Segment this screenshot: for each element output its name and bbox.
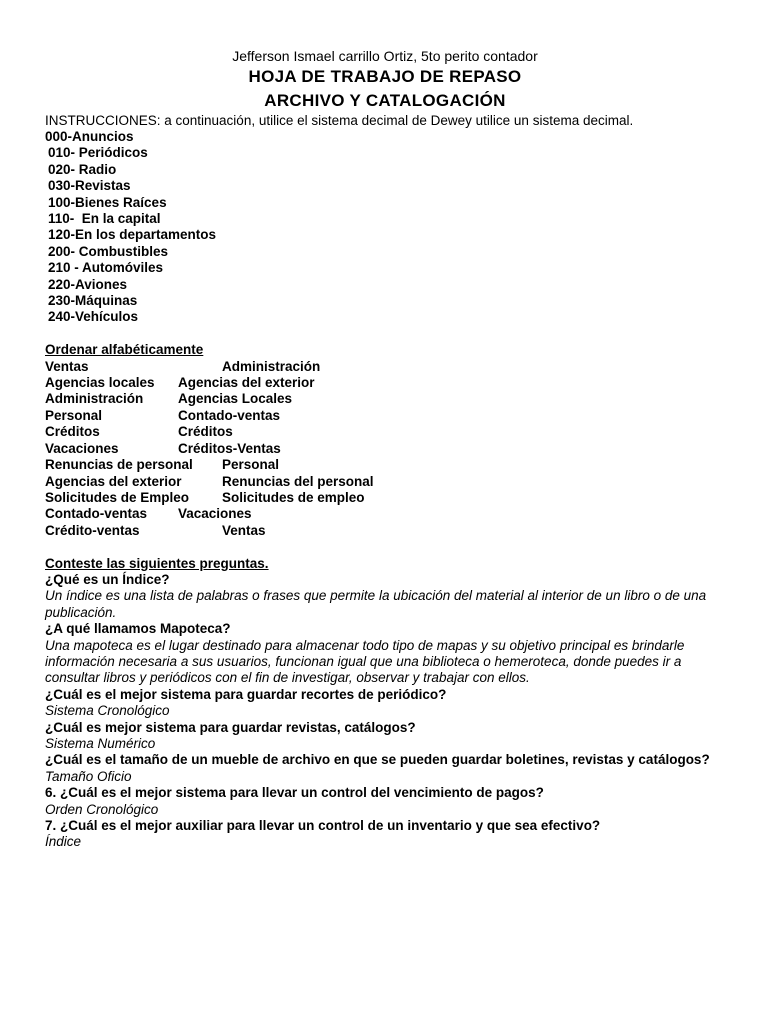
order-right-cell: Vacaciones [178, 506, 252, 522]
dewey-item: 220-Aviones [48, 276, 128, 292]
answer: Una mapoteca es el lugar destinado para almacenar todo tipo de mapas y su objetivo principal es brindarle información necesaria a sus usuarios, funcionan igual que una biblioteca o hemeroteca, donde puedes ir a consultar libros y periódicos con el fin de investigar, observar y trabajar con ellos. [45, 637, 685, 686]
answer: Un índice es una lista de palabras o frases que permite la ubicación del material al interior de un libro o de una publicación. [45, 588, 707, 620]
order-right-cell: Ventas [222, 522, 266, 538]
order-row [45, 441, 735, 457]
order-right-cell: Agencias del exterior [178, 375, 315, 391]
dewey-item: 240-Vehículos [48, 309, 139, 325]
order-right-cell: Créditos [178, 424, 233, 440]
order-row [45, 359, 735, 375]
order-row [45, 408, 735, 424]
order-row [45, 523, 735, 539]
author-line: Jefferson Ismael carrillo Ortiz, 5to perito contador [232, 48, 538, 64]
question: ¿Qué es un Índice? [45, 571, 170, 587]
dewey-item: 230-Máquinas [48, 293, 138, 309]
dewey-item: 210 - Automóviles [48, 260, 164, 276]
title-line-1: HOJA DE TRABAJO DE REPASO [248, 67, 522, 86]
question: ¿Cuál es el tamaño de un mueble de archivo en que se pueden guardar boletines, revistas y catálogos? [45, 752, 710, 768]
order-left-cell: Vacaciones [45, 440, 119, 456]
order-left-cell: Solicitudes de Empleo [45, 489, 190, 505]
question: 6. ¿Cuál es el mejor sistema para llevar un control del vencimiento de pagos? [45, 785, 544, 801]
order-row [45, 375, 735, 391]
title-line-2: ARCHIVO Y CATALOGACIÓN [264, 91, 506, 110]
order-right-cell: Administración [222, 358, 321, 374]
instructions: INSTRUCCIONES: a continuación, utilice el sistema decimal de Dewey utilice un sistema decimal. [45, 113, 634, 128]
order-left-cell: Renuncias de personal [45, 457, 193, 473]
order-left-cell: Ventas [45, 358, 89, 374]
order-left-cell: Agencias locales [45, 375, 155, 391]
dewey-item: 010- Periódicos [48, 145, 148, 161]
question: ¿Cuál es mejor sistema para guardar revistas, catálogos? [45, 719, 416, 735]
dewey-item: 110- En la capital [48, 211, 161, 227]
order-right-cell: Personal [222, 457, 280, 473]
order-left-cell: Personal [45, 407, 103, 423]
answer: Índice [45, 834, 82, 850]
order-right-cell: Solicitudes de empleo [222, 489, 365, 505]
answer: Orden Cronológico [45, 801, 159, 817]
order-left-cell: Agencias del exterior [45, 473, 182, 489]
questions-heading: Conteste las siguientes preguntas. [45, 555, 269, 571]
dewey-list [45, 129, 735, 326]
order-row [45, 391, 735, 407]
dewey-item: 030-Revistas [48, 178, 131, 194]
order-left-cell: Crédito-ventas [45, 522, 140, 538]
order-left-cell: Administración [45, 391, 144, 407]
order-row [45, 474, 735, 490]
question: 7. ¿Cuál es el mejor auxiliar para llevar un control de un inventario y que sea efectivo? [45, 818, 601, 834]
question: ¿A qué llamamos Mapoteca? [45, 621, 231, 637]
dewey-item: 020- Radio [48, 161, 117, 177]
answer: Tamaño Oficio [45, 768, 132, 784]
dewey-item: 100-Bienes Raíces [48, 194, 167, 210]
order-right-cell: Renuncias del personal [222, 473, 374, 489]
qa-list [45, 572, 735, 851]
order-row [45, 457, 735, 473]
order-row [45, 506, 735, 522]
question: ¿Cuál es el mejor sistema para guardar recortes de periódico? [45, 686, 447, 702]
order-left-cell: Contado-ventas [45, 506, 148, 522]
order-right-cell: Contado-ventas [178, 407, 281, 423]
order-row [45, 424, 735, 440]
order-right-cell: Agencias Locales [178, 391, 293, 407]
order-heading: Ordenar alfabéticamente [45, 342, 204, 358]
order-right-cell: Créditos-Ventas [178, 440, 281, 456]
dewey-item: 000-Anuncios [45, 129, 134, 144]
dewey-item: 200- Combustibles [48, 243, 169, 259]
order-left-cell: Créditos [45, 424, 100, 440]
document-page [45, 47, 735, 851]
answer: Sistema Numérico [45, 736, 156, 751]
answer: Sistema Cronológico [45, 703, 170, 719]
dewey-item: 120-En los departamentos [48, 227, 217, 243]
order-table [45, 359, 735, 539]
order-row [45, 490, 735, 506]
